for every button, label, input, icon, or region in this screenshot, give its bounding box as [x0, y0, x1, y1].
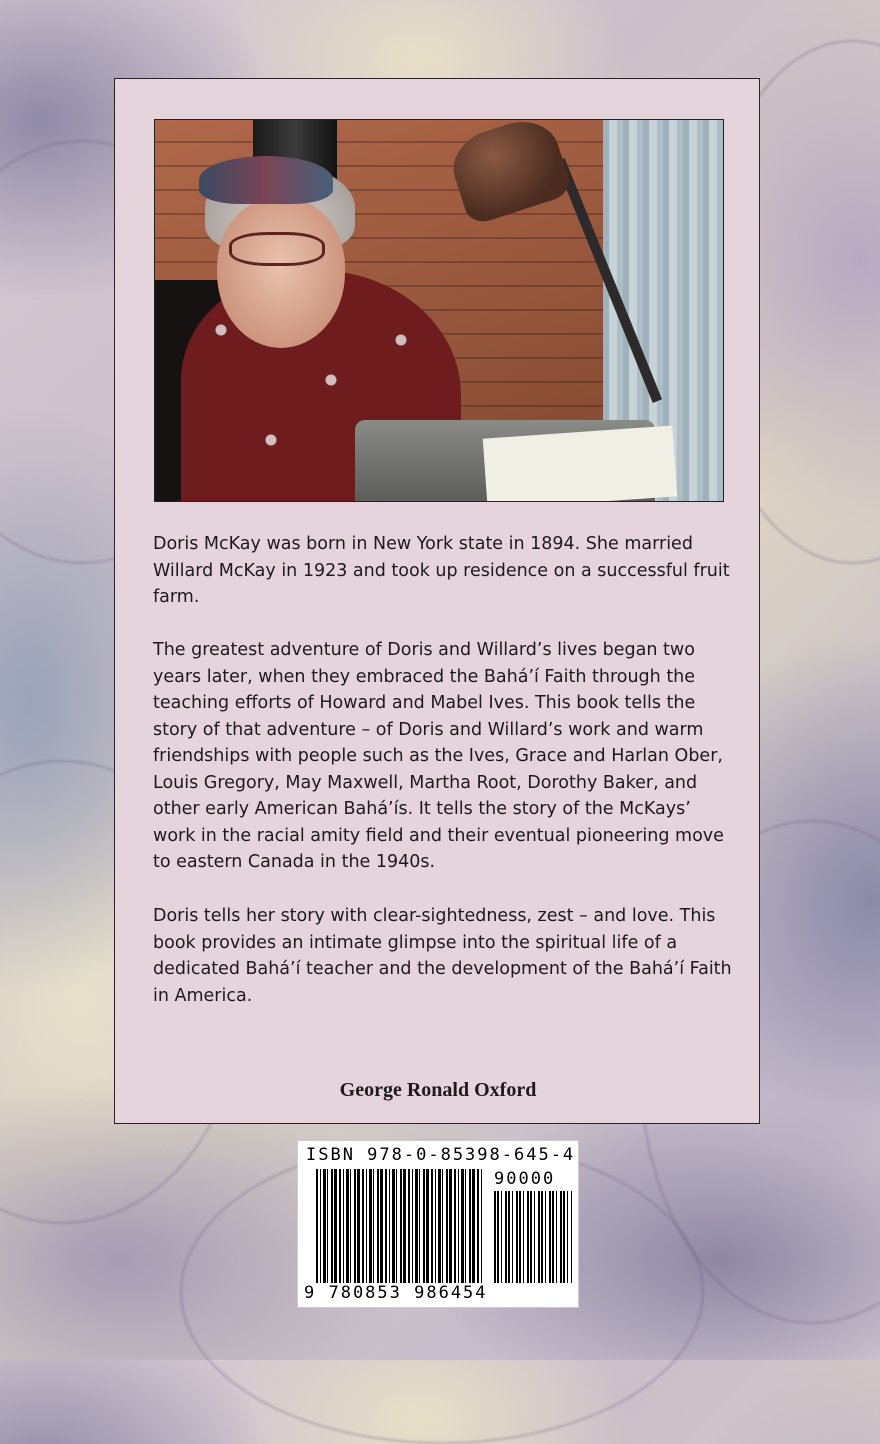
price-code: 90000	[494, 1169, 556, 1189]
person-face	[217, 198, 345, 348]
isbn-label: ISBN 978-0-85398-645-4	[306, 1145, 576, 1165]
typewriter-paper	[483, 425, 677, 502]
ean-digits: 9 780853 986454	[304, 1283, 488, 1303]
publisher-name: George Ronald Oxford	[339, 1079, 537, 1101]
blurb-paragraph-1: Doris McKay was born in New York state in 1894. She married Willard McKay in 1923 and took up residence on a successful fruit farm.	[153, 534, 730, 607]
lamp-shade	[444, 119, 573, 227]
person-scarf	[199, 156, 333, 204]
blurb-paragraph-3: Doris tells her story with clear-sightedness, zest – and love. This book provides an intimate glimpse into the spiritual life of a dedicated Bahá’í teacher and the development of the Bahá’í Faith in America.	[153, 906, 732, 1006]
person-glasses	[229, 232, 325, 266]
addon-bars	[494, 1191, 572, 1283]
ean-bars	[316, 1169, 484, 1283]
author-photo	[154, 119, 724, 502]
isbn-barcode	[297, 1140, 579, 1308]
blurb-paragraph-2: The greatest adventure of Doris and Willard’s lives began two years later, when they embraced the Bahá’í Faith through the teaching efforts of Howard and Mabel Ives. This book tells the story of that adventure – of Doris and Willard’s work and warm friendships with people such as the Ives, Grace and Harlan Ober, Louis Gregory, May Maxwell, Martha Root, Dorothy Baker, and other early American Bahá’ís. It tells the story of the McKays’ work in the racial amity field and their eventual pioneering move to eastern Canada in the 1940s.	[153, 640, 724, 872]
back-cover-panel	[114, 78, 760, 1124]
